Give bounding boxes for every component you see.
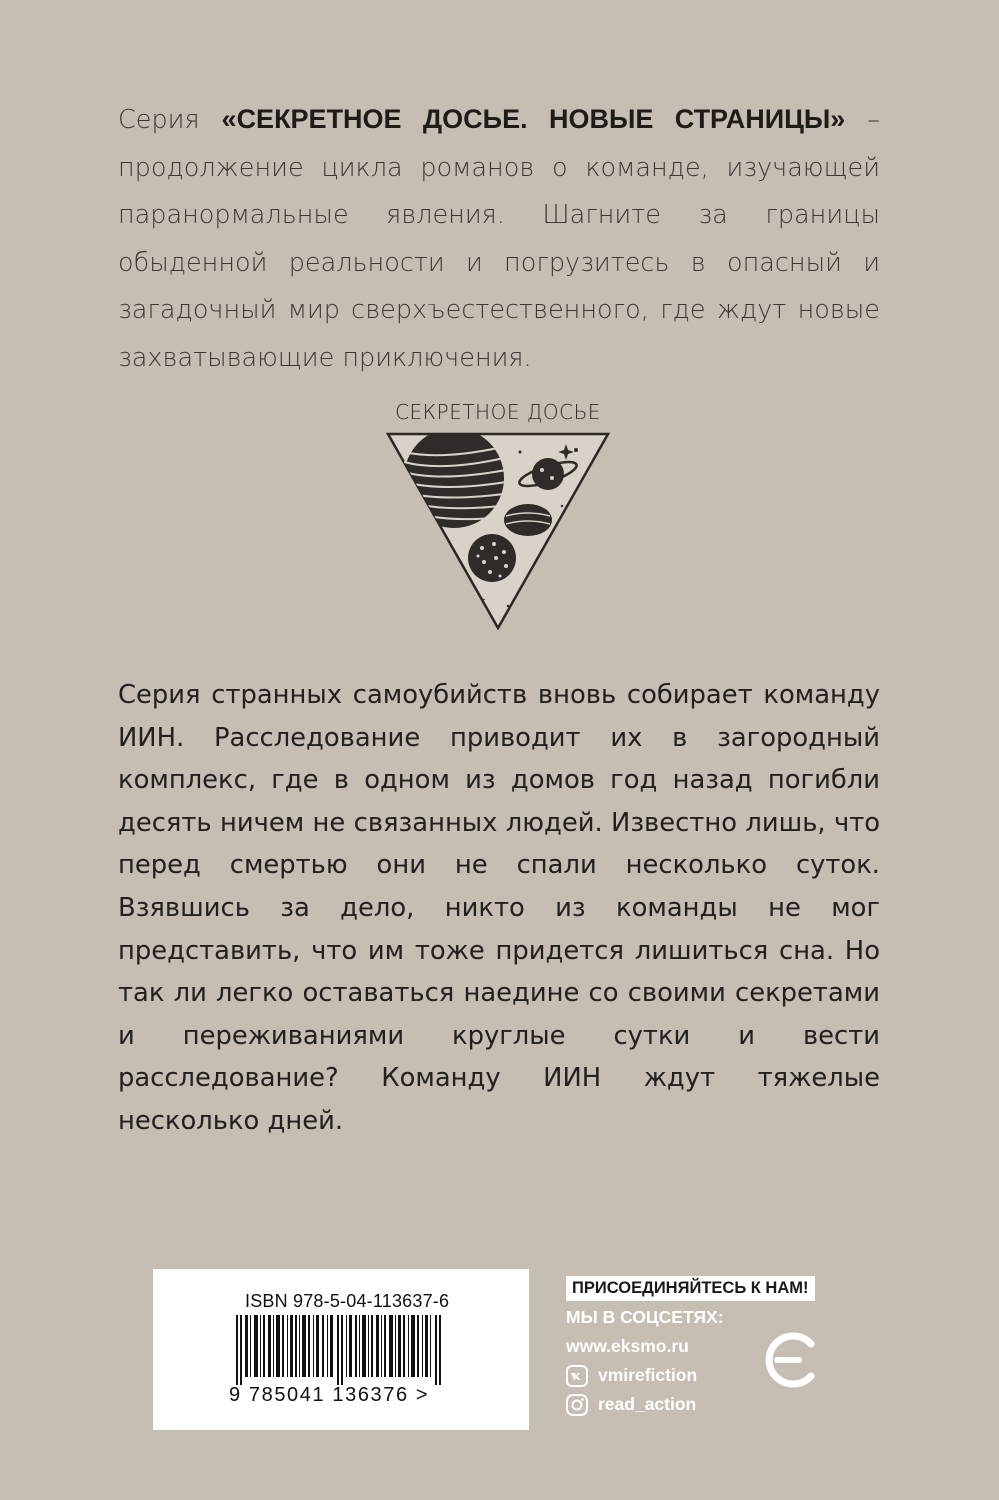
series-lead: Серия bbox=[118, 105, 222, 135]
vk-handle: vmirefiction bbox=[598, 1365, 698, 1385]
instagram-handle: read_action bbox=[598, 1394, 697, 1414]
instagram-icon bbox=[566, 1394, 588, 1416]
barcode-icon bbox=[236, 1315, 444, 1385]
barcode-block bbox=[153, 1269, 529, 1430]
vk-icon bbox=[566, 1365, 588, 1387]
emblem-title: СЕКРЕТНОЕ ДОСЬЕ bbox=[395, 400, 601, 424]
website-link[interactable]: www.eksmo.ru bbox=[566, 1336, 689, 1356]
book-annotation: Серия странных самоубийств вновь собирает команду ИИН. Расследование приводит их в загородный комплекс, где в одном из домов год назад погибли десять ничем не связанных людей. Известно лишь, что перед смертью они не спали несколько суток. Взявшись за дело, никто из команды не мог представить, что им тоже придется лишиться сна. Но так ли легко оставаться наедине со своими секретами и переживаниями круглые сутки и вести расследование? Команду ИИН ждут тяжелые несколько дней. bbox=[118, 680, 880, 1136]
social-subtitle: МЫ В СОЦСЕТЯХ: bbox=[566, 1307, 724, 1327]
series-description bbox=[118, 96, 880, 382]
join-us-label: ПРИСОЕДИНЯЙТЕСЬ К НАМ! bbox=[566, 1276, 815, 1301]
isbn-label: ISBN 978-5-04-113637-6 bbox=[245, 1291, 450, 1311]
series-description-rest: – продолжение цикла романов о команде, изучающей паранормальные явления. Шагните за границы обыденной реальности и погрузитесь в опасный и загадочный мир сверхъестественного, где ждут новые захватывающие приключения. bbox=[118, 105, 880, 373]
series-name: «СЕКРЕТНОЕ ДОСЬЕ. НОВЫЕ СТРАНИЦЫ» bbox=[221, 104, 846, 134]
cosmic-triangle-icon bbox=[380, 430, 616, 630]
instagram-link[interactable] bbox=[566, 1390, 838, 1419]
eksmo-logo bbox=[763, 1330, 821, 1390]
series-emblem bbox=[380, 400, 616, 632]
barcode-digits: 9 785041 136376 > bbox=[229, 1384, 430, 1406]
